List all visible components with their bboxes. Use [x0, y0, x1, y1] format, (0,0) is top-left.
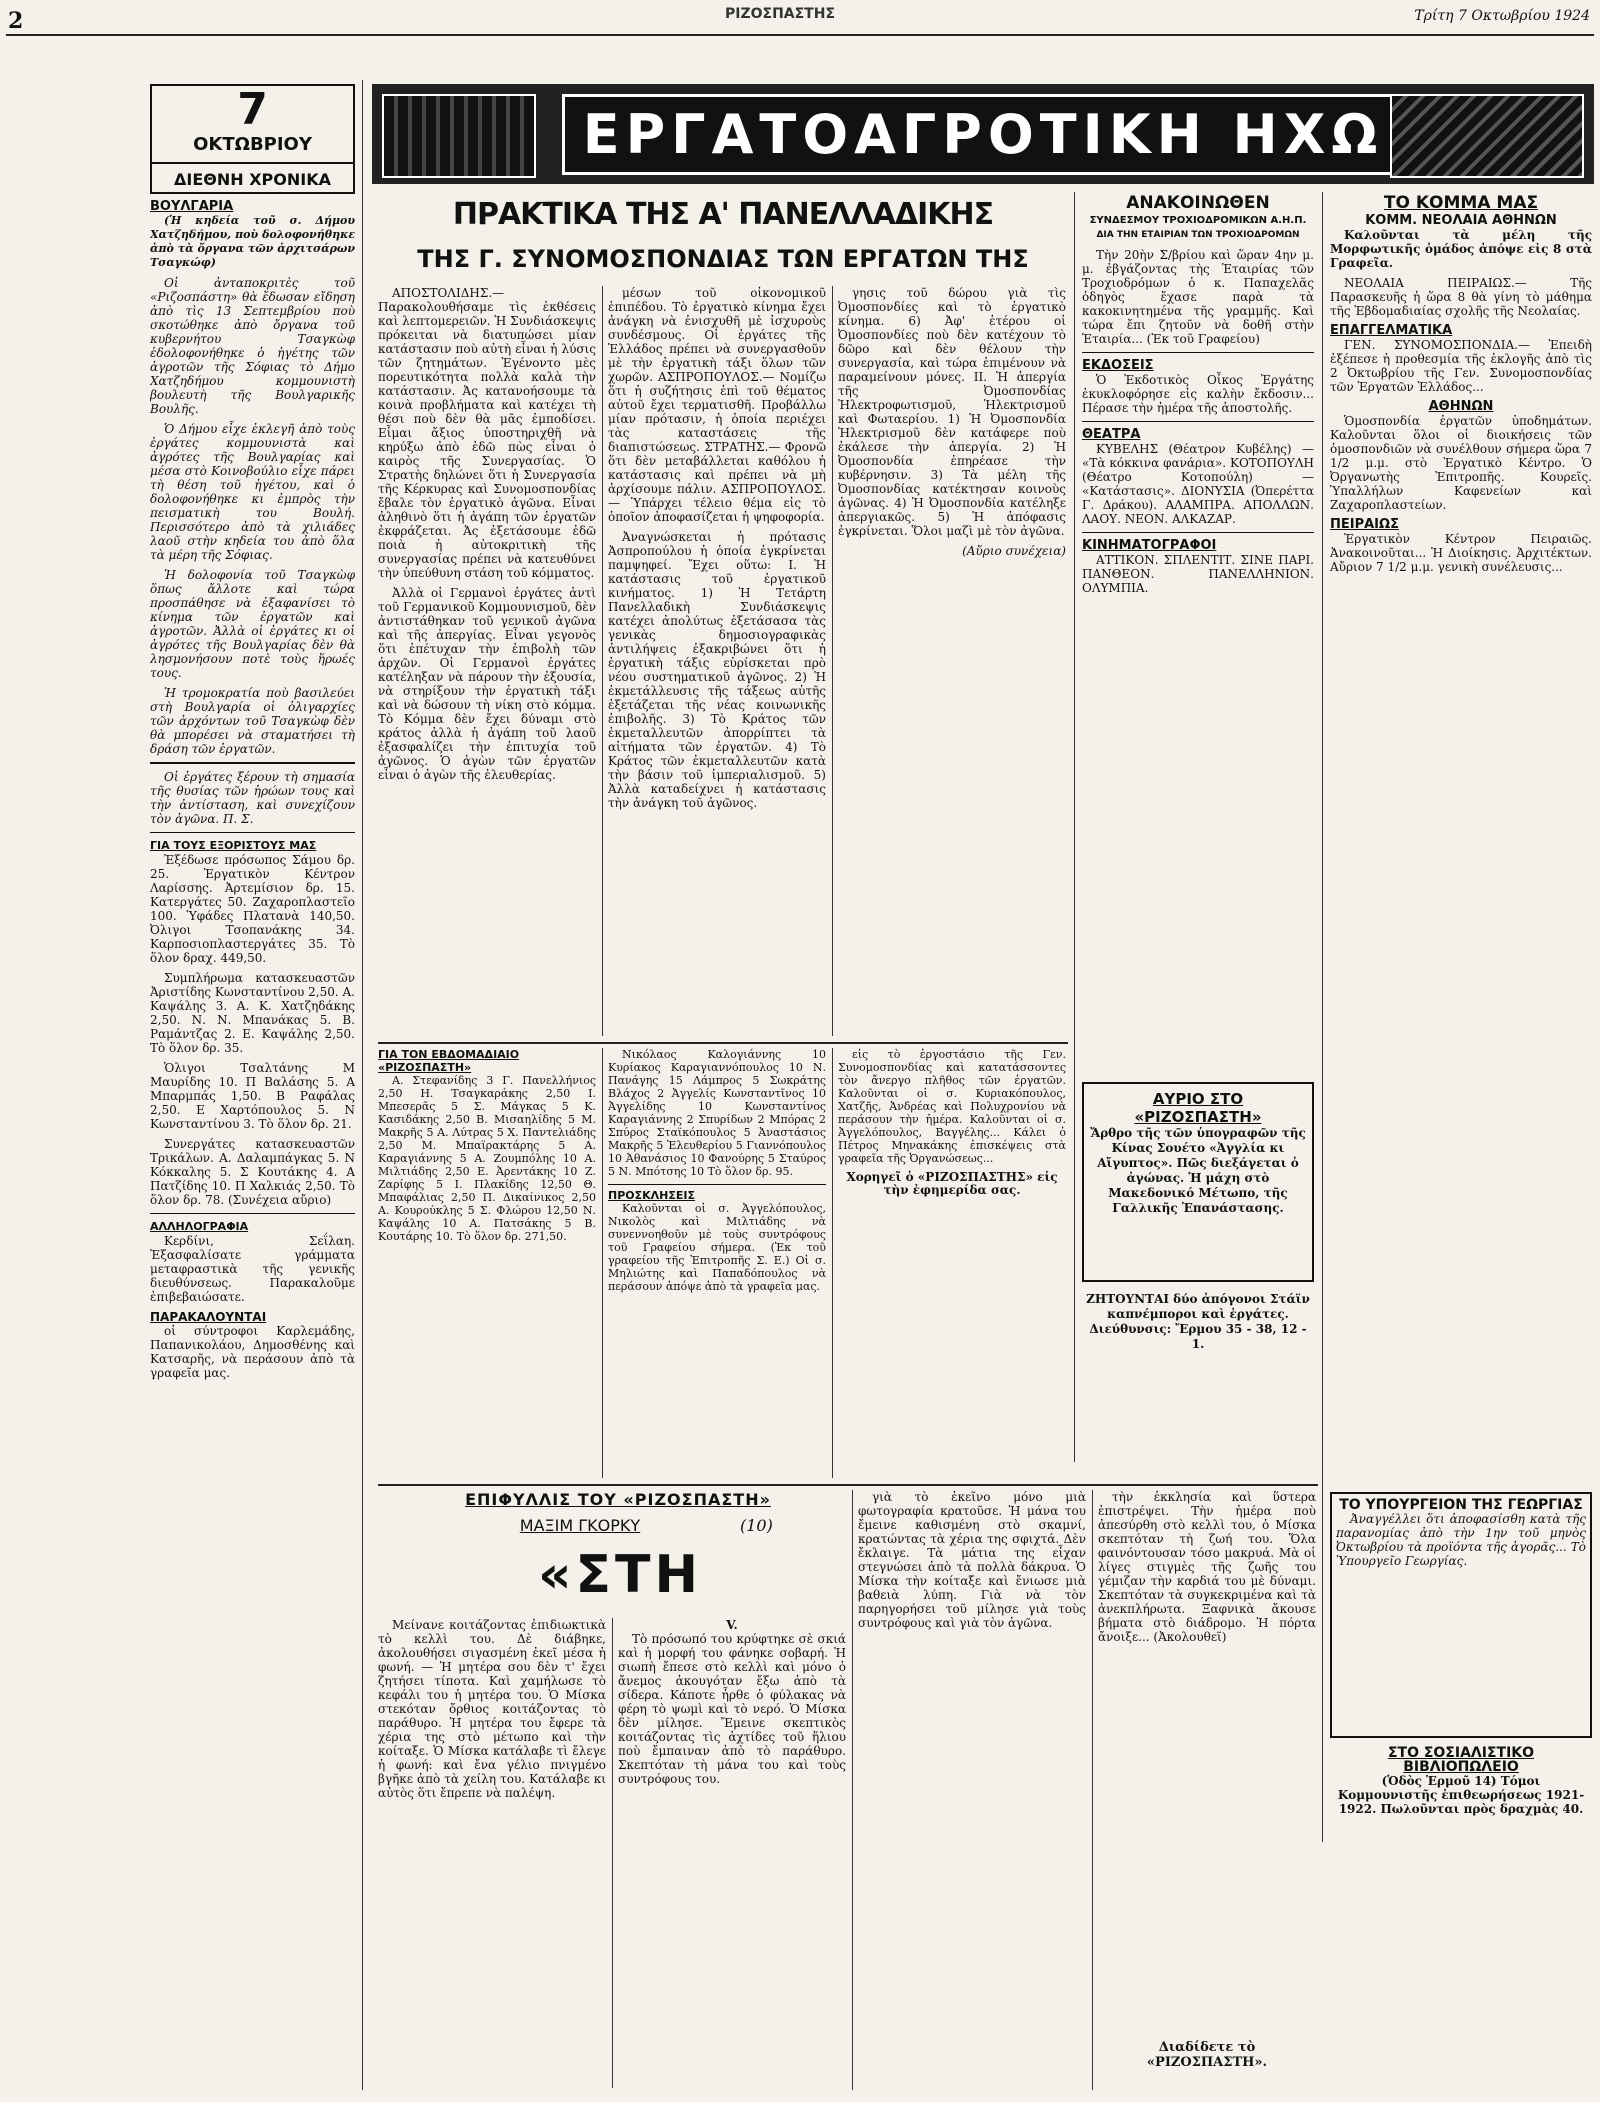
- fund-list-col-3: [838, 1048, 1066, 1478]
- announcements-column: [1082, 192, 1314, 1072]
- congress-col2-p2: Ἀναγνώσκεται ἡ πρότασις Ἀσπροπούλου ἡ ὁποία ἐγκρίνεται παμψηφεί. Ἔχει οὕτω: Ι. Ἡ κατάστασις τοῦ ἐργατικοῦ κινήματος. 1) Ἡ Τετάρτη Πανελλαδικὴ Συνδιάσκεψις κατέχει ἀπολύτως ἐξετάσασα τὰς γενικὰς δημοσιογραφικὰς ἀντιλήψεις ἐξακριβώνει ὅτι ἡ ἐργατικὴ τάξις εὑρίσκεται πρὸ νέου συστηματικοῦ ἀγῶνος. 2) Ἡ ἐκμετάλλευσις τῆς τάξεως αὐτῆς ἐξετάζεται τῆς νέας κοινωνικῆς ἐπιβολῆς. 3) Τὸ Κράτος τῶν ἐκμεταλλευτῶν ἀπορρίπτει τὰ αἰτήματα τῶν ἐργατῶν. 4) Τὸ Κράτος τῶν ἐκμεταλλευτῶν κατὰ τὴν βάσιν τοῦ ἱμπεριαλισμοῦ. 5) Ἀλλὰ καταδείχνει ἡ κατάστασις τὴν ἀνάγκη τοῦ ἀγῶνος.: [608, 530, 826, 810]
- congress-col-1: [378, 286, 596, 1036]
- feuilleton-header: ΕΠΙΦΥΛΛΙΣ ΤΟΥ «ΡΙΖΟΣΠΑΣΤΗ»: [465, 1490, 771, 1509]
- congress-col-3: [838, 286, 1066, 1036]
- banner-right-figure-icon: [1390, 94, 1584, 178]
- invitations-body: Καλοῦνται οἱ σ. Ἀγγελόπουλος, Νικολὸς καὶ Μιλτιάδης νὰ συνεννοηθοῦν μὲ τοὺς συντρόφους τοῦ Γραφείου σήμερα. (Ἐκ τοῦ γραφείου τῆς Ἐπιτροπῆς Σ. Ε.) Οἱ σ. Μηλιώτης καὶ Παπαδόπουλος νὰ περάσουν ἀπόψε ἀπὸ τὰ γραφεῖα μας.: [608, 1202, 826, 1293]
- letters-body: Κερδίνι, Σεΐλαη. Ἐξασφαλίσατε γράμματα μεταφραστικὰ τῆς γενικῆς διευθύνσεως. Παρακαλοῦμε ἐπιβεβαιώσατε.: [150, 1234, 355, 1304]
- announcements-title: ΑΝΑΚΟΙΝΩΘΕΝ: [1126, 193, 1270, 213]
- excursions-heading: ΕΚΔΟΣΕΙΣ: [1082, 358, 1154, 373]
- bulgaria-body-5: Οἱ ἐργάτες ξέρουν τὴ σημασία τῆς θυσίας τῶν ἡρώων τους καὶ τὴν ἀντίσταση, καὶ συνεχίζουν τὸν ἀγῶνα. Π. Σ.: [150, 770, 355, 826]
- feuilleton-col-2: [618, 1618, 846, 2088]
- middle-body: εἰς τὸ ἐργοστάσιο τῆς Γεν. Συνομοσπονδίας καὶ κατατάσσοντες τὸν ἄνεργο πλῆθος τῶν ἐργατῶν. Καλοῦνται οἱ σ. Κυριακόπουλος, Χατζῆς, Ἀνδρέας καὶ Πολυχρονίου νὰ περάσουν τὴν ἡμέρα. Καλοῦνται οἱ σ. Ἀγγελόπουλος, Βαγγέλης... Κάλει ὁ Πέτρος Μηνακάκης ἐπισκέψεις στὰ γραφεῖα τῆς Ὀργανώσεως...: [838, 1048, 1066, 1165]
- congress-col-2: [608, 286, 826, 1036]
- party-column: [1330, 192, 1592, 1372]
- feuilleton-col1-body: Μείνανε κοιτάζοντας ἐπιδιωκτικὰ τὸ κελλὶ του. Δὲ διάβηκε, ἀκολουθήσει σιγασμένη ἐκεῖ μέσα ἡ φωνή. — Ἡ μητέρα σου δὲν τ' ἔχει ζητήσει τίποτα. Καὶ χαμήλωσε τὸ κεφάλι του ἡ μητέρα του. Ὁ Μίσκα στεκόταν ὄρθιος κοιτάζοντας τὸ παράθυρο. Ἡ μητέρα του ἔφερε τὰ χέρια της στὸ μέτωπο καὶ τὴν κοίταξε. Ὁ Μίσκα κατάλαβε τὶ ἔλεγε ἡ φωνή: καὶ ἔνα γέλιο πνιγμένο βγῆκε ἀπὸ τὰ χείλη του. Κατάλαβε κι αὐτὸς ὅτι ἔπρεπε νὰ παλέψη.: [378, 1618, 606, 1800]
- banner-left-figure-icon: [382, 94, 536, 178]
- piraeus-youth: ΝΕΟΛΑΙΑ ΠΕΙΡΑΙΩΣ.— Τῆς Παρασκευῆς ἡ ὥρα 8 θὰ γίνη τὸ μάθημα τῆς Ἑβδομαδιαίας σχολῆς τῆς Νεολαίας.: [1330, 276, 1592, 318]
- excursions-body: Ὁ Ἐκδοτικὸς Οἶκος Ἐργάτης ἐκυκλοφόρησε εἰς καλὴν ἔκδοσιν... Πέρασε τὴν ἡμέρα τῆς ἀποστολῆς.: [1082, 373, 1314, 415]
- congress-col1-p1: ΑΠΟΣΤΟΛΙΔΗΣ.— Παρακολουθήσαμε τὶς ἐκθέσεις καὶ λεπτομερειῶν. Ἡ Συνδιάσκεψις πρόκειται νὰ διατυπώσει μίαν κατάστασιν ποὺ αὐτὴ εἶναι ἡ λύσις τῶν ζητημάτων. Ἐγένοντο μὲς πορευτικότητα πολλὰ καλὰ τὴν κατάστασιν. Ἀς κατανοήσουμε τὰ κοινὰ προβλήματα καὶ κατέχει τὴ θέσι ποὺ δὲν θὰ μᾶς ἐμποδίσει. Εἶμαι ἄξιος ὑποστηριχθῆ νὰ κηρύξω ἀπὸ ἐδῶ πὼς εἶναι ὁ καιρὸς τῆς Συνεργασίας. Ὁ Στρατὴς δηλώνει ὅτι ἡ Συνεργασία τῆς Κέρκυρας καὶ Συνομοσπονδίας ἔβαλε τὸν ἐργατικὸ ἀγῶνα. Εἶναι ἀληθινὸ ὅτι ἡ ἀγάπη τῶν ἐργατῶν ἐκφράζεται. Ἀς ἐξετάσουμε ἐδῶ ποιὰ ἡ αὐτοκριτικὴ τῆς συνεργασίας πρέπει νὰ κατευθύνει τὴν ὑπεύθυνη στάση τοῦ κόμματος.: [378, 286, 596, 580]
- date-box: [150, 84, 355, 194]
- page-number: 2: [8, 8, 24, 32]
- bulgaria-lead: (Ἡ κηδεία τοῦ σ. Δήμου Χατζηδήμου, ποὺ δολοφονήθηκε ἀπὸ τὰ ὄργανα τῶν ἀρχιτσάρων Τσαγκώφ): [150, 214, 355, 269]
- fund-list-col-2: [608, 1048, 826, 1478]
- youth-body: Καλοῦνται τὰ μέλη τῆς Μορφωτικῆς ὁμάδος ἀπόψε εἰς 8 στὰ Γραφεῖα.: [1330, 228, 1592, 270]
- wanted-notice: ΖΗΤΟΥΝΤΑΙ δύο ἀπόγονοι Στάϊν καπνέμποροι καὶ ἐργάτες. Διεύθυνσις: Ἔρμου 35 - 38, 12 - 1.: [1086, 1292, 1310, 1351]
- congress-continued: (Αὔριο συνέχεια): [962, 544, 1066, 558]
- announcements-subtitle-2: ΔΙΑ ΤΗΝ ΕΤΑΙΡΙΑΝ ΤΩΝ ΤΡΟΧΙΟΔΡΟΜΩΝ: [1096, 230, 1300, 240]
- top-rule: [6, 34, 1594, 36]
- feuilleton-col3-body: γιὰ τὸ ἐκεῖνο μόνο μιὰ φωτογραφία κρατοῦσε. Ἡ μάνα του ἔμεινε καθισμένη στὸ σκαμνί, κρατώντας τὰ χέρια της σφιχτά. Δὲν ἔκλαιγε. Τὰ μάτια της εἶχαν στεγνώσει ἀπὸ τὰ πολλὰ δάκρυα. Ὁ Μίσκα τὴν κοίταξε καὶ ἔνιωσε μιὰ βαθειὰ λύπη. Γιὰ νὰ τὸν παρηγορήσει τοῦ μίλησε γιὰ τοὺς συντρόφους καὶ γιὰ τὸν ἀγῶνα.: [858, 1490, 1086, 1630]
- date-day: 7: [237, 84, 268, 135]
- feuilleton-col2-body: Τὸ πρόσωπό του κρύφτηκε σὲ σκιά καὶ ἡ μορφή του φάνηκε σοβαρή. Ἡ σιωπὴ ἔπεσε στὸ κελλὶ καὶ μόνο ὁ ἄνεμος ἀκουγόταν ἔξω ἀπὸ τὰ σίδερα. Κάποτε ἦρθε ὁ φύλακας νὰ φέρη τὸ ψωμὶ καὶ τὸ νερό. Ὁ Μίσκα δὲν μίλησε. Ἔμεινε σκεπτικὸς κοιτάζοντας τὶς ἀχτίδες τοῦ ἥλιου ποὺ ἔμπαιναν ἀπὸ τὸ παράθυρο. Σκεπτόταν τὴ μάνα του καὶ τοὺς συντρόφους του.: [618, 1632, 846, 1786]
- fund-list-col-1: [378, 1048, 596, 1478]
- call-heading: ΠΑΡΑΚΑΛΟΥΝΤΑΙ: [150, 1310, 267, 1324]
- bulgaria-body-2: Ὁ Δήμου εἶχε ἐκλεγῆ ἀπὸ τοὺς ἐργάτες κομμουνιστὰ καὶ ἀγρότες τῆς Βουλγαρίας καὶ μέσα στὸ Κοινοβούλιο εἶχε πάρει τὴ θέση τοῦ ἡγέτου, καὶ ὁ δολοφονήθηκε κι ἐμπρὸς τὴν πεισματικὴ του Βουλή. Περισσότερο ἀπὸ τὰ χιλιάδες λαοῦ στὴν κηδεία του ἀπὸ ὅλα τὰ μέρη τῆς Σόφιας.: [150, 422, 355, 562]
- trades-body: ΓΕΝ. ΣΥΝΟΜΟΣΠΟΝΔΙΑ.— Ἐπειδὴ ἐξέπεσε ἡ προθεσμία τῆς ἐκλογῆς ἀπὸ τὶς 2 Ὀκτωβρίου τῆς Γεν. Συνομοσπονδίας τῶν Ἐργατῶν Ἑλλάδος...: [1330, 338, 1592, 394]
- riz-notice: Χορηγεῖ ὁ «ΡΙΖΟΣΠΑΣΤΗΣ» εἰς τὴν ἐφημερίδα σας.: [846, 1170, 1058, 1197]
- athens-body: Ὁμοσπονδία ἐργατῶν ὑποδημάτων. Καλοῦνται ὅλοι οἱ διοικήσεις τῶν ὁμοσπονδιῶν νὰ συνέλθουν σήμερα ὥρα 7 1/2 μ.μ. στὸ Ἐργατικὸ Κέντρο. Ὁ Ὀργανωτὴς Ἐπιτροπῆς. Κουρεῖς. Ὑπαλλήλων Καφενείων καὶ Ζαχαροπλαστείων.: [1330, 414, 1592, 512]
- riz-circ-notice: Διαδίδετε τὸ «ΡΙΖΟΣΠΑΣΤΗ».: [1146, 2040, 1268, 2070]
- library-box: [1330, 1746, 1592, 1836]
- feuilleton-chapter: V.: [726, 1618, 738, 1632]
- section-title: ΔΙΕΘΝΗ ΧΡΟΝΙΚΑ: [173, 170, 331, 189]
- athens-heading: ΑΘΗΝΩΝ: [1428, 399, 1494, 414]
- kiosks-body: Ἐξέδωσε πρόσωπος Σάμου δρ. 25. Ἐργατικὸν Κέντρον Λαρίσσης. Ἀρτεμίσιον δρ. 15. Κατεργάτες 50. Ζαχαροπλαστεῖο 100. Ὑφάδες Πλατανὰ 140,50. Ὀλιγοι Τσοπανάκης 34. Καρποσιοπλαστεργάτες 35. Τὸ ὅλον δραχ. 449,50.: [150, 853, 355, 965]
- congress-col1-p2: Ἀλλὰ οἱ Γερμανοὶ ἐργάτες ἀντὶ τοῦ Γερμανικοῦ Κομμουνισμοῦ, δὲν ἀντιστάθηκαν τοῦ γενικοῦ ἀγῶνα καὶ τῆς ἀπεργίας. Εἶναι γεγονὸς ὅτι ἐπέτυχαν τὴν ἐπιβολὴ τῶν ἀρχῶν. Οἱ Γερμανοὶ ἐργάτες κατέληξαν νὰ πάρουν τὴν ἐξουσία, νὰ στηρίξουν τὴν ἐργατικὴ τάξι καὶ νὰ δώσουν τὴ νίκη στὸ κόμμα. Τὸ Κόμμα δὲν ἔχει δύναμι στὸ κράτος ἀλλὰ ἡ ἀγάπη τοῦ λαοῦ ἐξασφαλίζει τὴν ἐπιτυχία τοῦ ἀγῶνος. Ὁ ἀγὼν τῶν ἐργατῶν εἶναι ὁ ἀγὼν τῆς ἐλευθερίας.: [378, 586, 596, 782]
- feuilleton-col4-body: τὴν ἐκκλησία καὶ ὕστερα ἐπιστρέψει. Τὴν ἡμέρα ποὺ ἀπεσύρθη στὸ κελλὶ του, ὁ Μίσκα σκεπτόταν τὴ ζωή του. Ὅλα φαινόντουσαν τόσο μακρυά. Μὰ οἱ λίγες στιγμὲς τῆς ζωῆς του γέμιζαν τὴν καρδιά του μὲ δύναμι. Σκεπτόταν τὰ συγκεκριμένα καὶ τὰ ἀνεκπλήρωτα. Ξαφνικὰ ἄκουσε βήματα στὸ διάδρομο. Ἡ πόρτα ἄνοιξε... (Ἀκολουθεῖ): [1098, 1490, 1316, 1644]
- fund-col2-body: Νικόλαος Καλογιάννης 10 Κυρίακος Καραγιαννόπουλος 10 Ν. Πανάγης 15 Λάμπρος 5 Σωκράτης Βλάχος 2 Ἀγγελίς Κωνσταντῖνος 10 Ἀγγελίδης 10 Κωνσταντίνος Καραγιάννης 2 Σπυρίδων 2 Μπόρας 2 Σπύρος Σταϊκόπουλος 5 Ἀναστάσιος Μακρῆς 5 Ἐλευθερίου 5 Γιαννόπουλος 10 Ἀθανάσιος 10 Φανούρης 5 Σταύρος 5 Ν. Μπότσης 10 Τὸ ὅλον δρ. 95.: [608, 1048, 826, 1178]
- library-heading: ΣΤΟ ΣΟΣΙΑΛΙΣΤΙΚΟ ΒΙΒΛΙΟΠΩΛΕΙΟ: [1387, 1746, 1535, 1775]
- congress-title-1: ΠΡΑΚΤΙΚΑ ΤΗΣ Α' ΠΑΝΕΛΛΑΔΙΚΗΣ: [452, 197, 994, 232]
- banner: [372, 84, 1594, 184]
- call-body: οἱ σύντροφοι Καρλεμάδης, Παπανικολάου, Δημοσθένης καὶ Κατσαρῆς, νὰ περάσουν ἀπὸ τὰ γραφεῖα μας.: [150, 1324, 355, 1380]
- letters-heading: ΑΛΛΗΛΟΓΡΑΦΙΑ: [150, 1220, 249, 1233]
- theatres-body: ΚΥΒΕΛΗΣ (Θέατρον Κυβέλης) — «Τὰ κόκκινα φανάρια». ΚΟΤΟΠΟΥΛΗ (Θέατρο Κοτοπούλη) — «Κατάστασις». ΔΙΟΝΥΣΙΑ (Ὀπερέττα Γ. Δράκου). ΑΛΑΜΠΡΑ. ΑΠΟΛΛΩΝ. ΛΑΟΥ. ΝΕΟΝ. ΑΛΚΑΖΑΡ.: [1082, 442, 1314, 526]
- announcements-body: Τὴν 20ὴν Σ/βρίου καὶ ὥραν 4ην μ. μ. ἐβγάζοντας τὴς Ἑταιρίας τῶν Τροχιοδρόμων ὁ κ. Παπαχελᾶς ὁδηγὸς ἔχασε παρὰ τὰ κακοκινητημένα τῆς γραμμῆς. Καὶ τώρα ἔπι ζητοῦν νὰ δοθῆ στὴν Ἑταιρία... (Ἐκ τοῦ Γραφείου): [1082, 248, 1314, 346]
- georgia-body: Ἀναγγέλλει ὅτι ἀποφασίσθη κατὰ τῆς παρανομίας ἀπὸ τὴν 1ην τοῦ μηνὸς Ὀκτωβρίου τὰ προϊόντα τῆς ἀγορᾶς... Τὸ Ὑπουργεῖο Γεωργίας.: [1336, 1512, 1586, 1568]
- tomorrow-box: [1082, 1082, 1314, 1282]
- bulgaria-body-4: Ἡ τρομοκρατία ποὺ βασιλεύει στὴ Βουλγαρία οἱ ὀλιγαρχίες τῶν ἀρχόντων τοῦ Τσαγκὼφ δὲν θὰ μπορέσει νὰ σταματήσει τὴ δράση τῶν ἐργατῶν.: [150, 686, 355, 756]
- feuilleton-col-3: [858, 1490, 1086, 2088]
- piraeus-heading: ΠΕΙΡΑΙΩΣ: [1330, 517, 1399, 532]
- feuilleton-number: (10): [740, 1516, 773, 1535]
- fund-col1-body: Α. Στεφανίδης 3 Γ. Πανελλήνιος 2,50 Η. Τσαγκαράκης 2,50 Ι. Μπεσερᾶς 5 Σ. Μάγκας 5 Κ. Κασιδάκης 2,50 Β. Μισαηλίδης 5 Μ. Μακρῆς 5 Α. Λύτρας 5 Χ. Παντελιάδης 2,50 Μ. Μπαϊρακτάρης 5 Α. Καραγιάννης 5 Α. Ζουμπόλης 10 Α. Μιλτιάδης 2,50 Ε. Ἀρεντάκης 10 Ζ. Ζαρίφης 5 Ι. Πλακίδης 12,50 Θ. Μπαφάλιας 2,50 Π. Δικαίνικος 2,50 Α. Κουρούκλης 5 Σ. Φλώρου 12,50 Ν. Καψάλης 10 Α. Πατσάκης 5 Β. Κουτάρης 10. Τὸ ὅλον δρ. 271,50.: [378, 1074, 596, 1243]
- cinemas-body: ΑΤΤΙΚΟΝ. ΣΠΛΕΝΤΙΤ. ΣΙΝΕ ΠΑΡΙ. ΠΑΝΘΕΟΝ. ΠΑΝΕΛΛΗΝΙΟΝ. ΟΛΥΜΠΙΑ.: [1082, 553, 1314, 595]
- sidebar-rule: [362, 80, 363, 2090]
- trades-heading: ΕΠΑΓΓΕΛΜΑΤΙΚΑ: [1330, 323, 1453, 338]
- bulgaria-body-3: Ἡ δολοφονία τοῦ Τσαγκὼφ ὅπως ἄλλοτε καὶ τώρα προσπάθησε νὰ ἐξαφανίσει τὸ κίνημα τῶν ἐργατῶν καὶ ἀγροτῶν. Ἀλλὰ οἱ ἐργάτες κι οἱ ἀγρότες τῆς Βουλγαρίας δὲν θὰ λησμονήσουν ποτὲ τοὺς ἥρωές τους.: [150, 568, 355, 680]
- cinemas-heading: ΚΙΝΗΜΑΤΟΓΡΑΦΟΙ: [1082, 538, 1217, 553]
- kiosks-body-2: Συμπλήρωμα κατασκευαστῶν Ἀριστίδης Κωνσταντίνου 2,50. Α. Καψάλης 3. Α. Κ. Χατζηδάκης 2,50. Ν. Ν. Μπανάκας 5. Β. Ραμάντζας 2. Ε. Καψάλης 2,50. Τὸ ὅλον δρ. 35.: [150, 971, 355, 1055]
- congress-col3-p1: γησις τοῦ δώρου γιὰ τὶς Ὀμοσπονδίες καὶ τὸ ἐργατικὸ κίνημα. 6) Ἀφ' ἑτέρου οἱ Ὀμοσπονδίες ποὺ δὲν κατέχουν τὸ δῶρο καὶ δὲν θέλουν τὴν συνεργασία, καὶ τώρα ἐπιμένουν νὰ παραμείνουν μόνες. ΙΙ. Ἡ ἀπεργία τῆς Ὀμοσπονδίας Ἠλεκτροφωτισμοῦ, Ἡλεκτρισμοῦ καὶ Φωταερίου. 1) Ἡ Ὀμοσπονδία Ἠλεκτρισμοῦ δὲν κατάφερε ποὺ ἐκάλεσε τὴν ἀπεργία. 2) Ἡ Ὀμοσπονδία ἐπηρέασε τὴν κυβέρνησιν. 3) Τὰ μέλη τῆς Ὀμοσπονδίας κατέκτησαν κοινοὺς ἀγῶνας. 4) Ἡ Ὀμοσπονδία κατέληξε ἀπεργιακῶς. 5) Ἡ ἀπόφασις ἐγκρίνεται. Ὅλοι μαζὶ μὲ τὸν ἀγῶνα.: [838, 286, 1066, 538]
- tomorrow-body: Ἄρθρο τῆς τῶν ὑπογραφῶν τῆς Κίνας Σουέτο «Ἀγγλία κι Αἴγυπτος». Πῶς διεξάγεται ὁ ἀγώνας. Ἡ μάχη στὸ Μακεδονικό Μέτωπο, τῆς Γαλλικῆς Ἐπανάστασης.: [1090, 1126, 1306, 1215]
- piraeus-body: Ἐργατικὸν Κέντρον Πειραιῶς. Ἀνακοινοῦται... Ἡ Διοίκησις. Ἀρχιτέκτων. Αὔριον 7 1/2 μ.μ. γενικὴ συνέλευσις...: [1330, 532, 1592, 574]
- georgia-box: [1330, 1492, 1592, 1738]
- congress-col2-p1: μέσων τοῦ οἰκονομικοῦ ἐπιπέδου. Τὸ ἐργατικὸ κίνημα ἔχει ἀνάγκη νὰ ἐνισχυθῆ μὲ ἰσχυροὺς συνδέσμους. Οἱ ἐργάτες τῆς Ἑλλάδος πρέπει νὰ συνεργασθοῦν μὲ τὴν ἐργατικὴ τάξι ὅλων τῶν χωρῶν. ΑΣΠΡΟΠΟΥΛΟΣ.— Νομίζω ὅτι ἡ συζήτησις ἐπὶ τοῦ θέματος αὐτοῦ ἔχει τερματισθῆ. Προβάλλω μίαν πρότασιν, ἡ ὁποία περιέχει τὰς καταστάσεις τῆς διαπιστώσεως. ΣΤΡΑΤΗΣ.— Φρονῶ ὅτι δὲν μεταβάλλεται καθόλου ἡ κατάστασις καὶ πρέπει νὰ μὴ ἀρχίσουμε πάλιν. ΑΣΠΡΟΠΟΥΛΟΣ.— Ὑπάρχει τέλειο θέμα εἰς τὸ ὁποῖον ἀποφασίζεται ἡ ψηφοφορία.: [608, 286, 826, 524]
- date-right: Τρίτη 7 Οκτωβρίου 1924: [1414, 8, 1590, 24]
- kiosks-body-3: Ὁλιγοι Τσαλτάνης Μ Μαυρίδης 10. Π Βαλάσης 5. Α Μπαρμπάς 1,50. Β Ραφάλας 2,50. Ε Χαρτόπουλος 5. Ν Κωνσταντίνου 3. Τὸ ὅλον δρ. 21.: [150, 1061, 355, 1131]
- congress-title-2: ΤΗΣ Γ. ΣΥΝΟΜΟΣΠΟΝΔΙΑΣ ΤΩΝ ΕΡΓΑΤΩΝ ΤΗΣ: [417, 245, 1029, 273]
- feuilleton-author: ΜΑΞΙΜ ΓΚΟΡΚΥ: [519, 1516, 641, 1535]
- bulgaria-heading: ΒΟΥΛΓΑΡΙΑ: [150, 200, 234, 214]
- masthead-left: ΡΙΖΟΣΠΑΣΤΗΣ: [724, 6, 836, 22]
- theatres-heading: ΘΕΑΤΡΑ: [1082, 427, 1141, 442]
- announcements-subtitle-1: ΣΥΝΔΕΣΜΟΥ ΤΡΟΧΙΟΔΡΟΜΙΚΩΝ Α.Η.Π.: [1089, 215, 1307, 226]
- banner-title: ΕΡΓΑΤΟΑΓΡΟΤΙΚΗ ΗΧΩ: [562, 94, 1405, 175]
- bulgaria-body-1: Οἱ ἀνταποκριτὲς τοῦ «Ριζοσπάστη» θὰ ἔδωσαν εἴδηση ἀπὸ τὶς 13 Σεπτεμβρίου ποὺ σκοτώθηκε ἀπὸ ὄργανα τοῦ κυβερνήτου Τσαγκὼφ ἐδολοφονήθηκε ὁ ἡγέτης τῶν ἀγροτῶν τῆς Σόφιας τὸ Δήμο Χατζηδήμου κομμουνιστὴ βουλευτὴ τῆς Βουλγαρικῆς Βουλῆς.: [150, 276, 355, 416]
- tomorrow-heading: ΑΥΡΙΟ ΣΤΟ «ΡΙΖΟΣΠΑΣΤΗ»: [1134, 1090, 1262, 1126]
- kiosks-body-4: Συνεργάτες κατασκευαστῶν Τρικάλων. Α. Δαλαμπάγκας 5. Ν Κόκκαλης 5. Σ Κουτάκης 4. Α Πατζίδης 10. Π Χαλκιάς 2,50. Τὸ ὅλον δρ. 78. (Συνέχεια αὔριο): [150, 1137, 355, 1207]
- party-title: ΤΟ ΚΟΜΜΑ ΜΑΣ: [1383, 193, 1539, 213]
- georgia-heading: ΤΟ ΥΠΟΥΡΓΕΙΟΝ ΤΗΣ ΓΕΩΡΓΙΑΣ: [1339, 1497, 1583, 1513]
- library-body: (Ὁδὸς Ἑρμοῦ 14) Τόμοι Κομμουνιστῆς ἐπιθεωρήσεως 1921-1922. Πωλοῦνται πρὸς δραχμὰς 40.: [1337, 1774, 1585, 1816]
- youth-heading: ΚΟΜΜ. ΝΕΟΛΑΙΑ ΑΘΗΝΩΝ: [1365, 213, 1557, 228]
- feuilleton-col-1: [378, 1618, 606, 2088]
- feuilleton-col-4: [1098, 1490, 1316, 2030]
- feuilleton-title: «ΣΤΗ: [537, 1545, 703, 1605]
- date-month: ΟΚΤΩΒΡΙΟΥ: [193, 134, 312, 155]
- sidebar-column: [150, 200, 355, 2080]
- kiosks-heading: ΓΙΑ ΤΟΥΣ ΕΞΟΡΙΣΤΟΥΣ ΜΑΣ: [150, 839, 317, 852]
- fund-heading: ΓΙΑ ΤΟΝ ΕΒΔΟΜΑΔΙΑΙΟ «ΡΙΖΟΣΠΑΣΤΗ»: [378, 1048, 520, 1074]
- invitations-heading: ΠΡΟΣΚΛΗΣΕΙΣ: [608, 1189, 696, 1202]
